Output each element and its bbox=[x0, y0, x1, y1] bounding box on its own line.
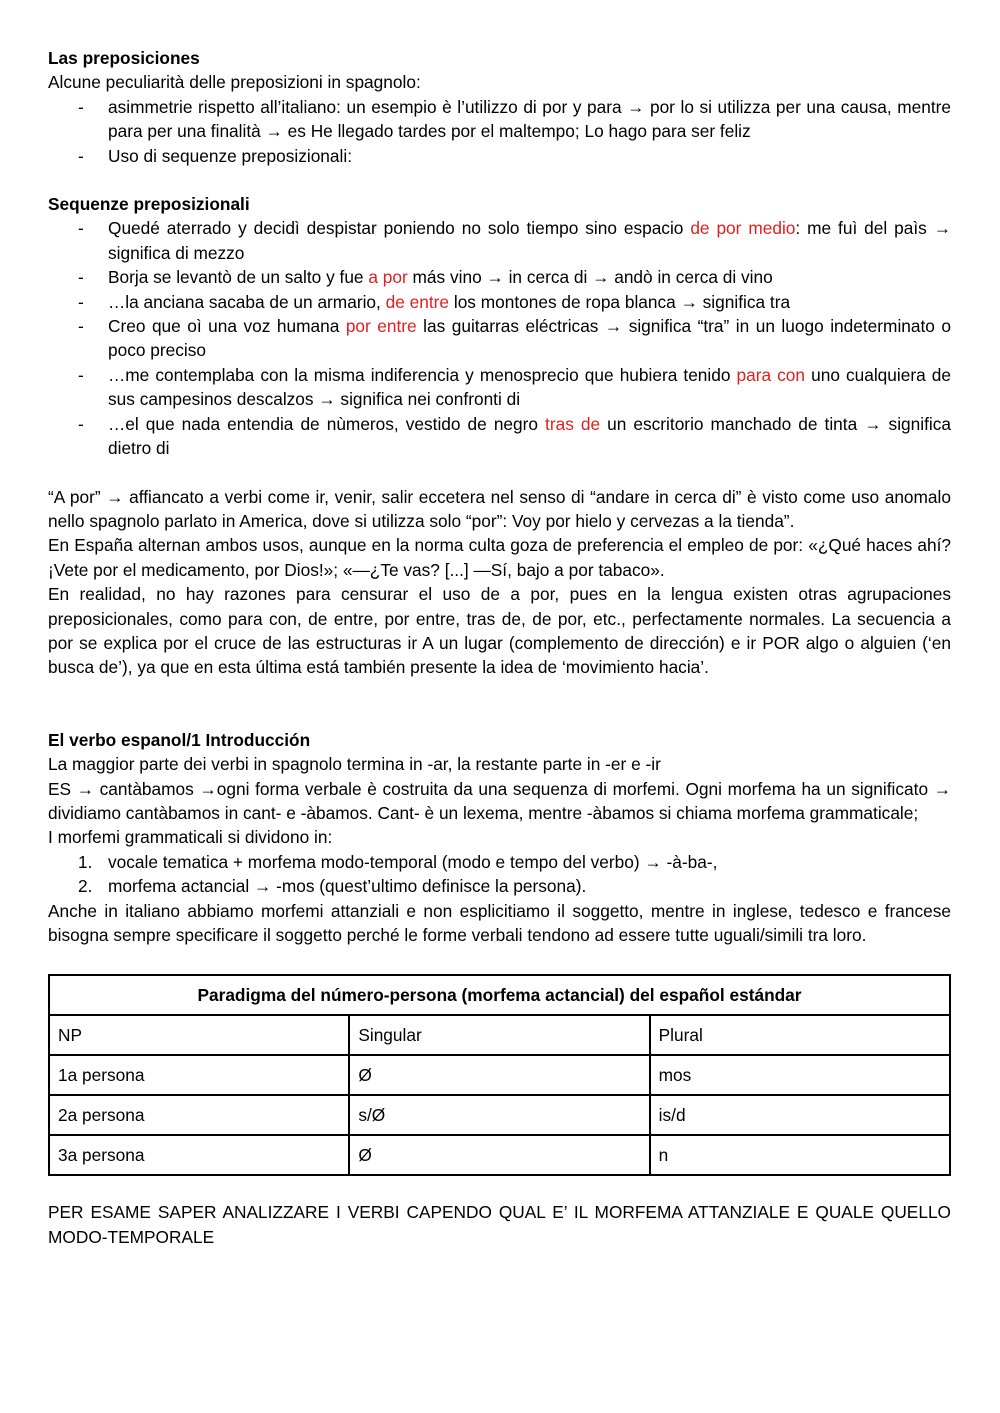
paragraph-italiano: Anche in italiano abbiamo morfemi attanziali e non esplicitiamo il soggetto, mentre in inglese, tedesco e francese bisogna sempre specificare il soggetto perché le forme verbali tendono ad essere tutte uguali/simili tra loro. bbox=[48, 900, 951, 945]
example-item: - Quedé aterrado y decidì despistar poniendo no solo tiempo sino espacio de por medio: me fuì del paìs → significa di mezzo bbox=[48, 216, 951, 265]
table-header-cell: NP bbox=[49, 1015, 349, 1055]
table-cell: 2a persona bbox=[49, 1095, 349, 1135]
table-header-cell: Singular bbox=[349, 1015, 649, 1055]
numbered-list bbox=[48, 850, 951, 899]
example-list bbox=[48, 216, 951, 460]
paragraph-verbi: La maggior parte dei verbi in spagnolo termina in -ar, la restante parte in -er e -ir bbox=[48, 754, 661, 775]
bullet-list bbox=[48, 95, 951, 168]
highlighted-preposition: a por bbox=[368, 267, 408, 288]
example-item: - Creo que oì una voz humana por entre las guitarras eléctricas → significa “tra” in un luogo indeterminato o poco preciso bbox=[48, 314, 951, 363]
table-row bbox=[49, 1135, 950, 1175]
table-title: Paradigma del número-persona (morfema actancial) del español estándar bbox=[49, 975, 950, 1015]
table-cell: s/Ø bbox=[349, 1095, 649, 1135]
table-cell: 3a persona bbox=[49, 1135, 349, 1175]
bullet-item: - Uso di sequenze preposizionali: bbox=[48, 144, 951, 168]
table-title-row bbox=[49, 975, 950, 1015]
table-row bbox=[49, 1055, 950, 1095]
highlighted-preposition: de entre bbox=[385, 291, 450, 312]
paragraph-morfemi: ES → cantàbamos →ogni forma verbale è costruita da una sequenza di morfemi. Ogni morfema ha un significato → dividiamo cantàbamos in cant- e -àbamos. Cant- è un lexema, mentre -àbamos si chiama morfema grammaticale; bbox=[48, 778, 951, 823]
paragraph-en-realidad: En realidad, no hay razones para censurar el uso de a por, pues en la lengua existen otras agrupaciones preposicionales, como para con, de entre, por entre, tras de, de por, etc., perfectamente normales. La secuencia a por se explica por el cruce de las estructuras ir A un lugar (complemento de dirección) e ir POR algo o alguien (‘en busca de’), ya que en esta última está también presente la idea de ‘movimiento hacia’. bbox=[48, 584, 951, 678]
highlighted-preposition: tras de bbox=[545, 413, 601, 434]
highlighted-preposition: para con bbox=[736, 364, 806, 385]
table-cell: n bbox=[650, 1135, 950, 1175]
paragraph-espana: En España alternan ambos usos, aunque en la norma culta goza de preferencia el empleo de por: «¿Qué haces ahí? ¡Vete por el medicamento, por Dios!»; «—¿Te vas? [...] —Sí, bajo a por tabaco». bbox=[48, 535, 951, 580]
section-intro: Alcune peculiarità delle preposizioni in spagnolo: bbox=[48, 72, 421, 93]
table-cell: Ø bbox=[349, 1135, 649, 1175]
section-title-sequenze: Sequenze preposizionali bbox=[48, 194, 250, 215]
table-row bbox=[49, 1095, 950, 1135]
example-item: - …me contemplaba con la misma indiferencia y menosprecio que hubiera tenido para con uno cualquiera de sus campesinos descalzos → significa nei confronti di bbox=[48, 363, 951, 412]
highlighted-preposition: por entre bbox=[345, 316, 417, 337]
example-item: - …el que nada entendia de nùmeros, vestido de negro tras de un escritorio manchado de tinta → significa dietro di bbox=[48, 412, 951, 461]
table-header-row bbox=[49, 1015, 950, 1055]
numbered-item: 1. vocale tematica + morfema modo-temporal (modo e tempo del verbo) → -à-ba-, bbox=[78, 851, 718, 872]
table-cell: Ø bbox=[349, 1055, 649, 1095]
paragraph-morfemi-intro: I morfemi grammaticali si dividono in: bbox=[48, 827, 333, 848]
highlighted-preposition: de por medio bbox=[690, 218, 796, 239]
section-title-preposiciones: Las preposiciones bbox=[48, 48, 200, 68]
closing-note: PER ESAME SAPER ANALIZZARE I VERBI CAPENDO QUAL E’ IL MORFEMA ATTANZIALE E QUALE QUELLO MODO-TEMPORALE bbox=[48, 1202, 951, 1247]
table-header-cell: Plural bbox=[650, 1015, 950, 1055]
table-cell: 1a persona bbox=[49, 1055, 349, 1095]
example-item: - Borja se levantò de un salto y fue a por más vino → in cerca di → andò in cerca di vino bbox=[48, 265, 951, 289]
paragraph-a-por: “A por” → affiancato a verbi come ir, venir, salir eccetera nel senso di “andare in cerca di” è visto come uso anomalo nello spagnolo parlato in America, dove si utilizza solo “por”: Voy por hielo y cervezas a la tienda”. bbox=[48, 486, 951, 531]
numbered-item: 2. morfema actancial → -mos (quest’ultimo definisce la persona). bbox=[78, 876, 587, 897]
table-cell: is/d bbox=[650, 1095, 950, 1135]
section-title-verbo: El verbo espanol/1 Introducción bbox=[48, 729, 311, 750]
example-item: - …la anciana sacaba de un armario, de entre los montones de ropa blanca → significa tra bbox=[48, 290, 951, 314]
table-cell: mos bbox=[650, 1055, 950, 1095]
bullet-item: - asimmetrie rispetto all’italiano: un esempio è l’utilizzo di por y para → por lo si utilizza per una causa, mentre para per una finalità → es He llegado tardes por el maltempo; Lo hago para ser feliz bbox=[48, 95, 951, 144]
paradigm-table bbox=[48, 974, 951, 1176]
